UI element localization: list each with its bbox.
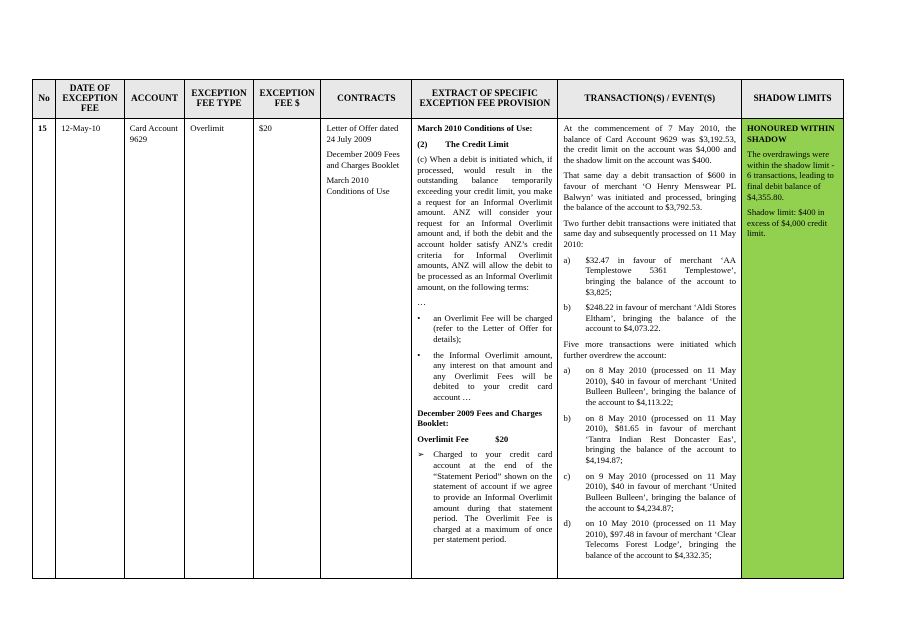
cell-account: Card Account 9629 xyxy=(124,119,185,579)
header-fee-type: EXCEPTION FEE TYPE xyxy=(185,80,254,119)
clause-number: (2) xyxy=(417,138,428,149)
list-item xyxy=(563,413,736,466)
header-date: DATE OF EXCEPTION FEE xyxy=(56,80,125,119)
clause-paragraph: (c) When a debit is initiated which, if processed, would result in the outstanding balance temporarily exceeding your credit limit, you make a request for an Informal Overlimit amount. ANZ will consider your request for an Informal Overlimit amount and, if both the debit and the account holder satisfy ANZ’s credit criteria for Informal Overlimit amounts, ANZ will allow the debit to be processed as an Informal Overlimit amount, on the following terms: xyxy=(417,154,553,292)
transaction-paragraph: At the commencement of 7 May 2010, the balance of Card Account 9629 was $3,192.53, the credit limit on the account was $4,000 and the shadow limit on the account was $400. xyxy=(563,123,737,165)
bullet-icon: • xyxy=(417,349,421,360)
clause-heading xyxy=(417,139,552,150)
list-marker: b) xyxy=(563,412,571,423)
transaction-list xyxy=(563,365,736,560)
list-text: $32.47 in favour of merchant ‘AA Templestowe 5361 Templestowe’, bringing the balance of the account to $3,825; xyxy=(585,254,737,297)
arrow-bullet-icon: ➢ xyxy=(417,449,425,460)
overlimit-fee-heading xyxy=(417,434,552,445)
extract-heading: March 2010 Conditions of Use: xyxy=(417,123,533,133)
overlimit-fee-label: Overlimit Fee xyxy=(417,433,469,444)
cell-extract xyxy=(412,119,558,579)
contract-item: Letter of Offer dated 24 July 2009 xyxy=(326,123,399,144)
cell-fee-type: Overlimit xyxy=(185,119,254,579)
transaction-list xyxy=(563,255,736,334)
header-fee-amount: EXCEPTION FEE $ xyxy=(253,80,321,119)
cell-contracts xyxy=(321,119,412,579)
list-marker: a) xyxy=(563,254,571,265)
header-row xyxy=(33,80,844,119)
bullet-list xyxy=(417,313,552,403)
exception-fee-table xyxy=(32,79,844,579)
list-item xyxy=(563,471,736,513)
contract-item: December 2009 Fees and Charges Booklet xyxy=(326,149,400,170)
header-contracts: CONTRACTS xyxy=(321,80,412,119)
header-shadow-limits: SHADOW LIMITS xyxy=(742,80,844,119)
cell-shadow-limits xyxy=(742,119,844,579)
table-row xyxy=(33,119,844,579)
cell-fee-amount: $20 xyxy=(253,119,321,579)
overlimit-fee-amount: $20 xyxy=(495,433,509,444)
contract-item: March 2010 Conditions of Use xyxy=(326,175,390,197)
list-marker: a) xyxy=(563,365,571,376)
booklet-heading: December 2009 Fees and Charges Booklet: xyxy=(417,407,543,429)
header-account: ACCOUNT xyxy=(124,80,185,119)
bullet-text: the Informal Overlimit amount, any interest on that amount and any Overlimit Fees will be debited to your credit card account … xyxy=(433,349,553,403)
bullet-icon: • xyxy=(417,312,421,323)
cell-no: 15 xyxy=(33,119,56,579)
bullet-text: an Overlimit Fee will be charged (refer to the Letter of Offer for details); xyxy=(433,312,553,344)
list-text: on 9 May 2010 (processed on 11 May 2010), $40 in favour of merchant ‘United Bulleen Bulleen’, bringing the balance of the account to $4,234.87; xyxy=(585,470,737,513)
list-item xyxy=(563,518,736,560)
transaction-paragraph: Two further debit transactions were initiated that same day and subsequently processed on 11 May 2010: xyxy=(563,217,737,250)
list-text: $248.22 in favour of merchant ‘Aldi Stores Eltham’, bringing the balance of the account to $4,073.22. xyxy=(585,302,737,334)
list-marker: c) xyxy=(563,470,571,481)
transaction-paragraph: That same day a debit transaction of $600 in favour of merchant ‘O Henry Menswear PL Balwyn’ was initiated and processed, bringing the balance of the account to $3,792.53. xyxy=(563,170,737,213)
list-item xyxy=(563,255,736,297)
cell-transactions xyxy=(558,119,742,579)
clause-title: The Credit Limit xyxy=(445,138,509,149)
arrow-text: Charged to your credit card account at the end of the “Statement Period” shown on the statement of account if we agree to provide an Informal Overlimit amount during that statement period. The Overlimit Fee is charged at a maximum of once per statement period. xyxy=(433,449,553,545)
list-marker: b) xyxy=(563,302,571,313)
list-marker: d) xyxy=(563,518,571,529)
list-text: on 8 May 2010 (processed on 11 May 2010), $81.65 in favour of merchant ‘Tantra Indian Rest Doncaster Eas’, bringing the balance of the account to $4,194.87; xyxy=(585,412,737,466)
cell-date: 12-May-10 xyxy=(56,119,125,579)
list-item xyxy=(417,350,552,403)
list-item xyxy=(417,449,552,544)
shadow-heading: HONOURED WITHIN SHADOW xyxy=(747,123,835,144)
header-transactions: TRANSACTION(S) / EVENT(S) xyxy=(558,80,742,119)
list-item xyxy=(417,313,552,345)
list-item xyxy=(563,365,736,407)
shadow-paragraph: Shadow limit: $400 in excess of $4,000 credit limit. xyxy=(747,207,828,239)
header-extract: EXTRACT OF SPECIFIC EXCEPTION FEE PROVISION xyxy=(412,80,558,119)
list-text: on 10 May 2010 (processed on 11 May 2010), $97.48 in favour of merchant ‘Clear Telecoms Forest Lodge’, bringing the balance of the account to $4,332.35; xyxy=(585,518,737,560)
arrow-list xyxy=(417,449,552,544)
transaction-paragraph: Five more transactions were initiated which further overdrew the account: xyxy=(563,338,737,360)
shadow-paragraph: The overdrawings were within the shadow limit - 6 transactions, leading to final debit balance of $4,355.80. xyxy=(747,149,835,202)
list-item xyxy=(563,302,736,334)
header-no: No xyxy=(33,80,56,119)
list-text: on 8 May 2010 (processed on 11 May 2010), $40 in favour of merchant ‘United Bulleen Bulleen’, bringing the balance of the account to $4,113.22; xyxy=(585,365,737,408)
ellipsis: … xyxy=(417,297,426,308)
